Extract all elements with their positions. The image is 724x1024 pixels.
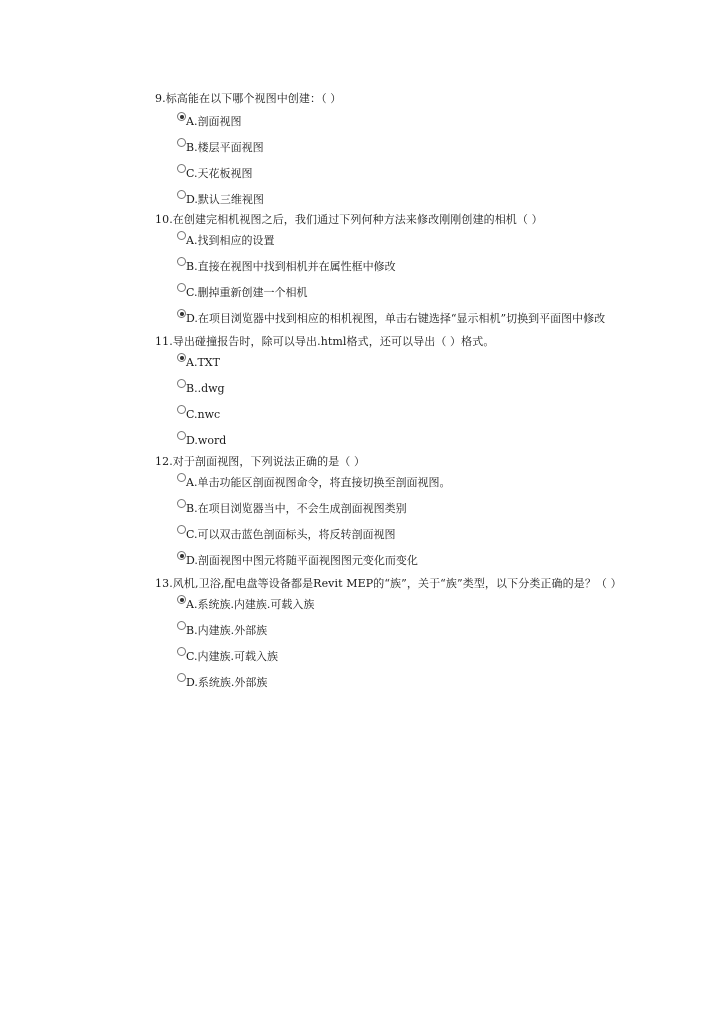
radio-button[interactable] (177, 231, 186, 240)
radio-button[interactable] (177, 283, 186, 292)
question-text: 9.标高能在以下哪个视图中创建：（ ） (155, 92, 342, 105)
radio-button[interactable] (177, 431, 186, 440)
option-label: A.单击功能区剖面视图命令，将直接切换至剖面视图。 (186, 476, 451, 489)
radio-button[interactable] (177, 473, 186, 482)
radio-button[interactable] (177, 673, 186, 682)
option-c[interactable] (177, 164, 715, 190)
option-c[interactable] (177, 647, 715, 673)
radio-button[interactable] (177, 405, 186, 414)
option-label: C.内建族.可载入族 (186, 650, 279, 663)
option-b[interactable] (177, 138, 715, 164)
radio-button[interactable] (177, 379, 186, 388)
option-c[interactable] (177, 525, 715, 551)
question-text: 12.对于剖面视图，下列说法正确的是（ ） (155, 455, 366, 468)
radio-button[interactable] (177, 309, 186, 318)
question-13 (155, 577, 715, 699)
radio-button[interactable] (177, 164, 186, 173)
question-text: 10.在创建完相机视图之后，我们通过下列何种方法来修改刚刚创建的相机（ ） (155, 213, 543, 226)
option-b[interactable] (177, 499, 715, 525)
option-d[interactable] (177, 309, 715, 335)
option-c[interactable] (177, 405, 715, 431)
option-label: D.在项目浏览器中找到相应的相机视图，单击右键选择“显示相机”切换到平面图中修改 (186, 312, 606, 325)
option-b[interactable] (177, 257, 715, 283)
option-label: A.找到相应的设置 (186, 234, 275, 247)
option-label: D.word (186, 434, 227, 447)
option-label: C.nwc (186, 408, 221, 421)
question-12 (155, 455, 715, 577)
radio-button[interactable] (177, 353, 186, 362)
radio-button[interactable] (177, 525, 186, 534)
option-label: A.系统族.内建族.可载入族 (186, 598, 315, 611)
option-label: D.剖面视图中图元将随平面视图图元变化而变化 (186, 554, 418, 567)
question-10 (155, 213, 715, 335)
radio-button[interactable] (177, 551, 186, 560)
option-d[interactable] (177, 673, 715, 699)
radio-button[interactable] (177, 595, 186, 604)
option-label: D.系统族.外部族 (186, 676, 268, 689)
option-label: A.剖面视图 (186, 115, 242, 128)
option-c[interactable] (177, 283, 715, 309)
option-label: B..dwg (186, 382, 225, 395)
option-a[interactable] (177, 112, 715, 138)
option-label: A.TXT (186, 356, 220, 369)
option-label: C.天花板视图 (186, 167, 253, 180)
question-11 (155, 335, 715, 457)
option-label: C.删掉重新创建一个相机 (186, 286, 308, 299)
option-label: B.内建族.外部族 (186, 624, 268, 637)
radio-button[interactable] (177, 621, 186, 630)
question-text: 13.风机,卫浴,配电盘等设备都是Revit MEP的“族”，关于“族”类型，以下分类正确的是？（ ） (155, 577, 622, 590)
option-label: B.楼层平面视图 (186, 141, 264, 154)
radio-button[interactable] (177, 499, 186, 508)
option-a[interactable] (177, 231, 715, 257)
option-a[interactable] (177, 473, 715, 499)
option-b[interactable] (177, 621, 715, 647)
option-d[interactable] (177, 431, 715, 457)
question-9 (155, 92, 715, 216)
option-b[interactable] (177, 379, 715, 405)
radio-button[interactable] (177, 138, 186, 147)
radio-button[interactable] (177, 190, 186, 199)
radio-button[interactable] (177, 112, 186, 121)
option-d[interactable] (177, 551, 715, 577)
option-label: C.可以双击蓝色剖面标头，将反转剖面视图 (186, 528, 396, 541)
option-a[interactable] (177, 595, 715, 621)
radio-button[interactable] (177, 647, 186, 656)
question-text: 11.导出碰撞报告时，除可以导出.html格式，还可以导出（ ）格式。 (155, 335, 495, 348)
option-label: D.默认三维视图 (186, 193, 264, 206)
option-label: B.在项目浏览器当中，不会生成剖面视图类别 (186, 502, 407, 515)
radio-button[interactable] (177, 257, 186, 266)
option-label: B.直接在视图中找到相机并在属性框中修改 (186, 260, 396, 273)
option-a[interactable] (177, 353, 715, 379)
